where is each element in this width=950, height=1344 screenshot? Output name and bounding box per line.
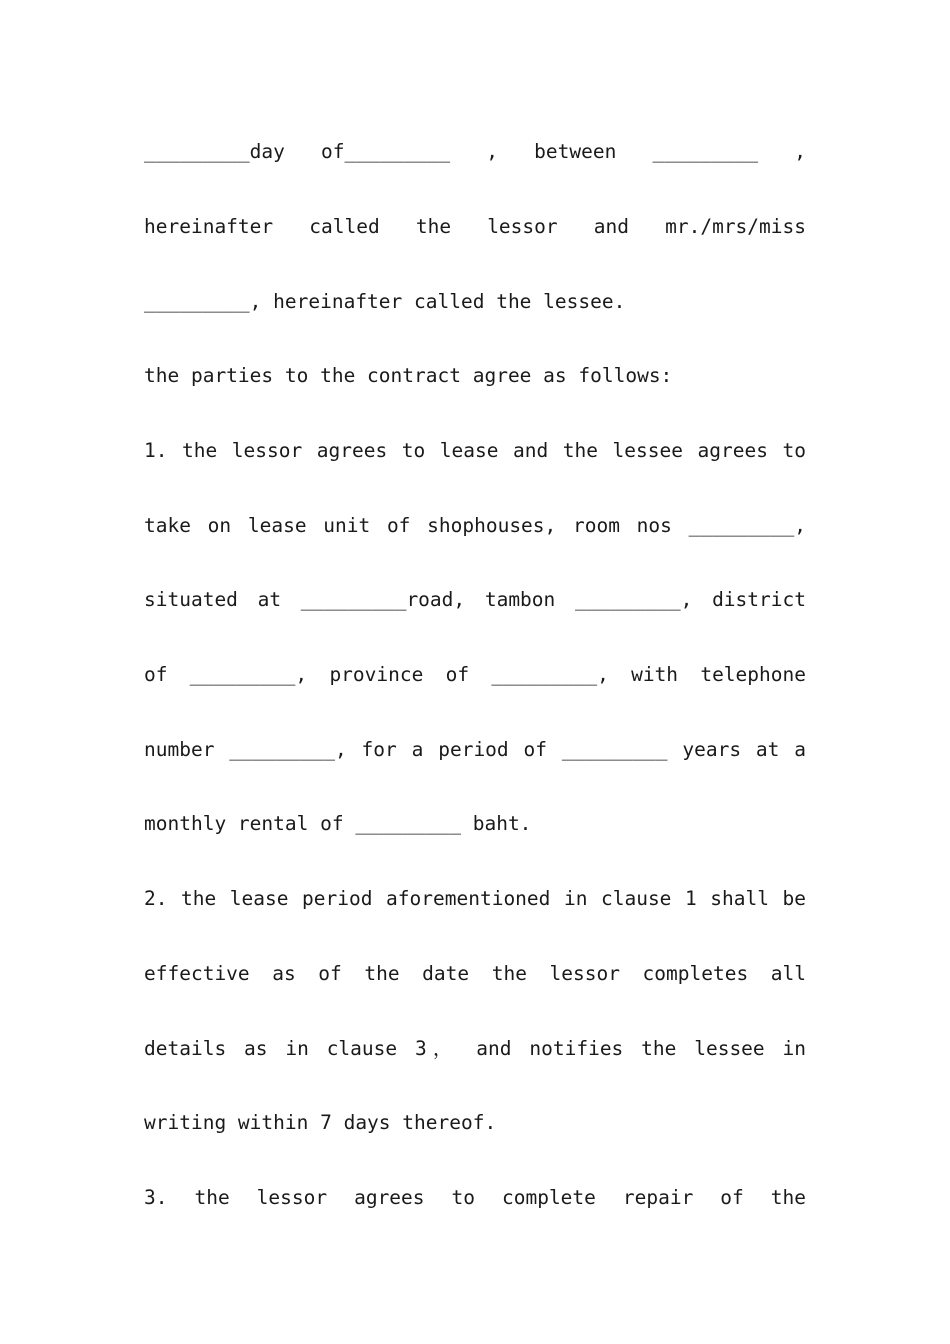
clause-2-line-4: writing within 7 days thereof.: [144, 1111, 497, 1134]
clause-2-line-1: 2. the lease period aforementioned in clause 1 shall be: [144, 887, 806, 910]
contract-line-2: hereinafter called the lessor and mr./mrs/miss: [144, 215, 806, 238]
clause-1-line-2: take on lease unit of shophouses, room nos _________,: [144, 514, 806, 537]
clause-2-line-3: details as in clause 3， and notifies the lessee in: [144, 1037, 806, 1060]
contract-line-3: _________, hereinafter called the lessee.: [144, 290, 626, 313]
clause-1-line-1: 1. the lessor agrees to lease and the lessee agrees to: [144, 439, 806, 462]
contract-line-4: the parties to the contract agree as follows:: [144, 364, 673, 387]
clause-1-line-4: of _________, province of _________, with telephone: [144, 663, 806, 686]
contract-line-1: _________day of_________ , between _________ ,: [144, 140, 806, 163]
clause-1-line-5: number _________, for a period of _________ years at a: [144, 738, 806, 761]
clause-1-line-3: situated at _________road, tambon _________, district: [144, 588, 806, 611]
clause-3-line-1: 3. the lessor agrees to complete repair of the: [144, 1186, 806, 1209]
clause-1-line-6: monthly rental of _________ baht.: [144, 812, 532, 835]
clause-2-line-2: effective as of the date the lessor completes all: [144, 962, 806, 985]
